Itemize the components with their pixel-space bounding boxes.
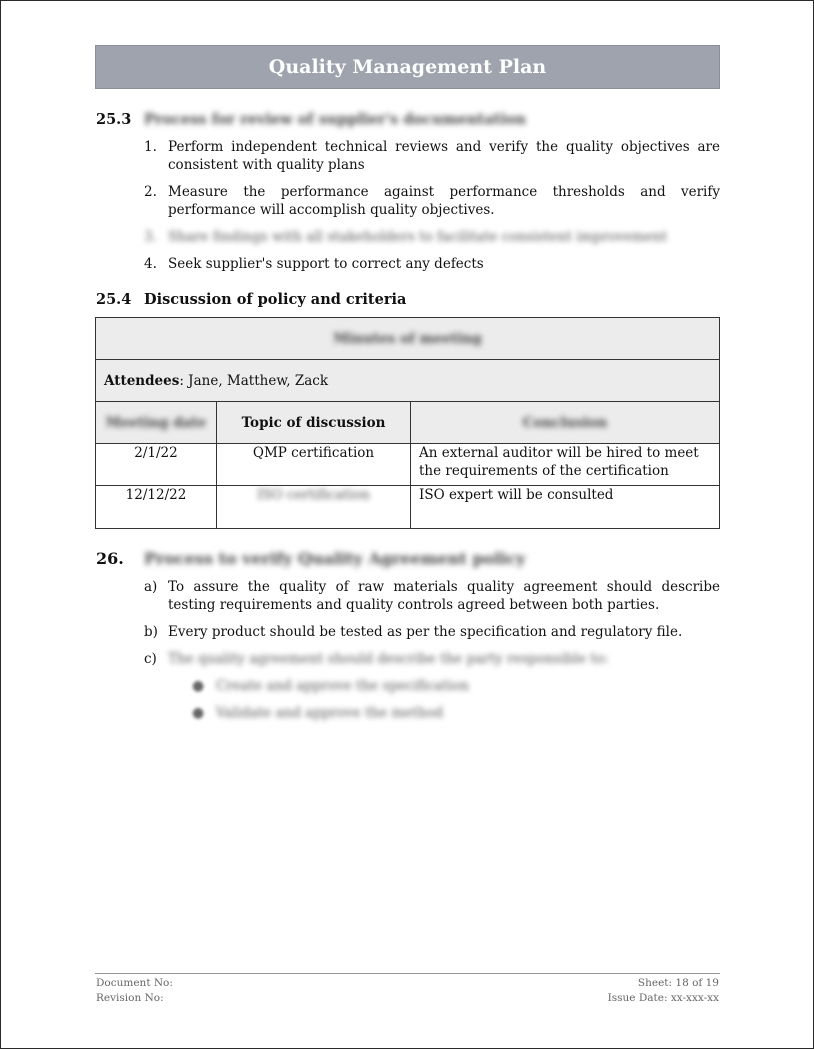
section-title: Process to verify Quality Agreement policy	[144, 548, 526, 568]
footer-document-no: Document No:	[96, 977, 173, 989]
section-25-3-list	[144, 138, 720, 273]
attendees-label: Attendees	[104, 372, 180, 389]
list-item: 3. Share findings with all stakeholders to facilitate consistent improvement	[144, 229, 668, 245]
section-25-3-heading	[96, 109, 526, 129]
meeting-date-cell: 12/12/22	[96, 486, 217, 529]
section-number: 25.4	[96, 290, 132, 308]
section-title: Process for review of supplier's documentation	[144, 110, 527, 128]
list-item: 1. Perform independent technical reviews and verify the quality objectives are consistent with quality plans	[144, 139, 720, 173]
attendees-value: : Jane, Matthew, Zack	[179, 372, 329, 389]
document-title: Quality Management Plan	[268, 56, 547, 78]
list-item: c) The quality agreement should describe the party responsible to:	[144, 651, 609, 667]
bullet-dot-icon: ●	[192, 677, 205, 694]
section-25-4-heading	[96, 289, 406, 309]
footer-revision-no: Revision No:	[96, 992, 164, 1004]
list-item: 2. Measure the performance against performance thresholds and verify performance will accomplish quality objectives.	[144, 184, 720, 218]
column-header: Conclusion	[411, 402, 720, 444]
attendees-row	[96, 360, 720, 402]
list-item: a) To assure the quality of raw materials quality agreement should describe testing requirements and quality controls agreed between both parties.	[144, 579, 720, 613]
section-number: 26.	[96, 548, 124, 568]
section-title: Discussion of policy and criteria	[144, 290, 407, 308]
column-header: Meeting date	[96, 402, 217, 444]
footer-sheet: Sheet: 18 of 19	[637, 977, 719, 989]
column-header: Topic of discussion	[217, 402, 411, 444]
bullet-item: ● Create and approve the specification	[192, 677, 470, 694]
topic-cell: QMP certification	[217, 444, 411, 486]
document-title-banner	[95, 45, 720, 89]
bullet-dot-icon: ●	[192, 704, 205, 721]
section-26-heading	[96, 547, 526, 569]
table-row	[96, 444, 720, 486]
table-title: Minutes of meeting	[96, 318, 720, 360]
footer-divider	[95, 973, 720, 974]
section-26-list	[144, 578, 720, 668]
table-row	[96, 486, 720, 529]
topic-cell: ISO certification	[217, 486, 411, 529]
footer-issue-date: Issue Date: xx-xxx-xx	[607, 992, 719, 1004]
section-number: 25.3	[96, 110, 132, 128]
section-26-bullets	[192, 672, 469, 726]
minutes-table	[95, 317, 720, 529]
conclusion-cell: ISO expert will be consulted	[411, 486, 720, 529]
list-item: 4. Seek supplier's support to correct any defects	[144, 256, 484, 272]
list-item: b) Every product should be tested as per the specification and regulatory file.	[144, 624, 683, 640]
meeting-date-cell: 2/1/22	[96, 444, 217, 486]
conclusion-cell: An external auditor will be hired to meet the requirements of the certification	[411, 444, 720, 486]
bullet-item: ● Validate and approve the method	[192, 704, 444, 721]
